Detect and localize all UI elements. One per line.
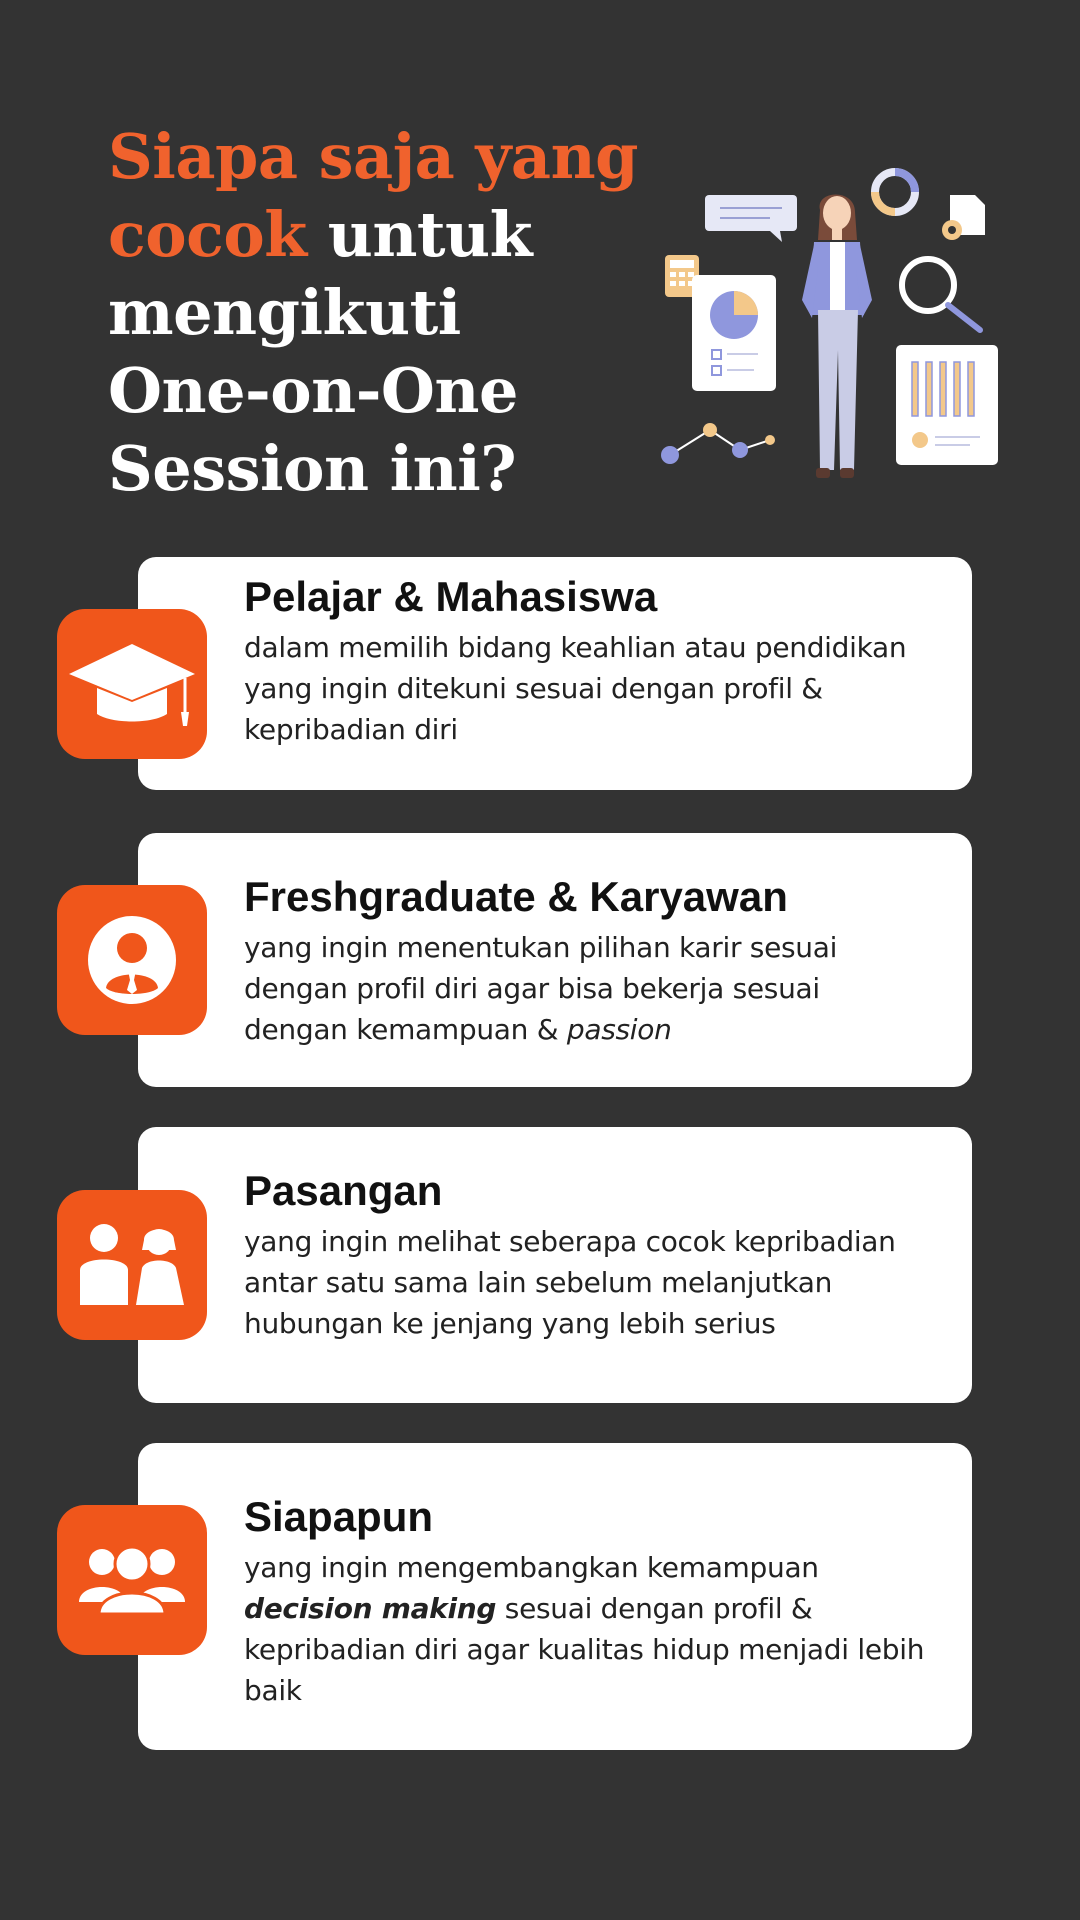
card-description: yang ingin mengembangkan kemampuan decision making sesuai dengan profil & kepribadian diri agar kualitas hidup menjadi lebih baik <box>244 1551 925 1707</box>
card-siapapun <box>138 1443 972 1750</box>
card-pelajar <box>138 557 972 790</box>
card-pasangan <box>138 1127 972 1403</box>
couple-icon <box>72 1220 192 1310</box>
card-title: Freshgraduate & Karyawan <box>244 873 788 920</box>
title-rest-3: One-on-One <box>108 354 518 427</box>
badge-pasangan <box>57 1190 207 1340</box>
badge-freshgraduate <box>57 885 207 1035</box>
title-rest-1: untuk <box>327 198 533 271</box>
card-description-italic: passion <box>566 1013 672 1046</box>
title-rest-2: mengikuti <box>108 276 461 349</box>
title-accent: Siapa saja yang cocok <box>108 120 639 271</box>
card-description: yang ingin melihat seberapa cocok kepribadian antar satu sama lain sebelum melanjutkan hubungan ke jenjang yang lebih serius <box>244 1225 896 1340</box>
badge-pelajar <box>57 609 207 759</box>
card-title: Pelajar & Mahasiswa <box>244 573 658 620</box>
card-freshgraduate <box>138 833 972 1087</box>
employee-icon <box>84 912 180 1008</box>
card-title: Pasangan <box>244 1167 443 1214</box>
businesswoman-illustration <box>650 150 1010 510</box>
card-description: dalam memilih bidang keahlian atau pendidikan yang ingin ditekuni sesuai dengan profil & kepribadian diri <box>244 631 907 746</box>
title-rest-4: Session ini? <box>108 432 517 505</box>
page-title <box>108 118 668 508</box>
card-title: Siapapun <box>244 1493 434 1540</box>
card-description: yang ingin menentukan pilihan karir sesuai dengan profil diri agar bisa bekerja sesuai dengan kemampuan & passion <box>244 931 838 1046</box>
badge-siapapun <box>57 1505 207 1655</box>
group-icon <box>77 1540 187 1620</box>
card-description-bold-italic: decision making <box>244 1592 497 1625</box>
graduation-cap-icon <box>67 634 197 734</box>
